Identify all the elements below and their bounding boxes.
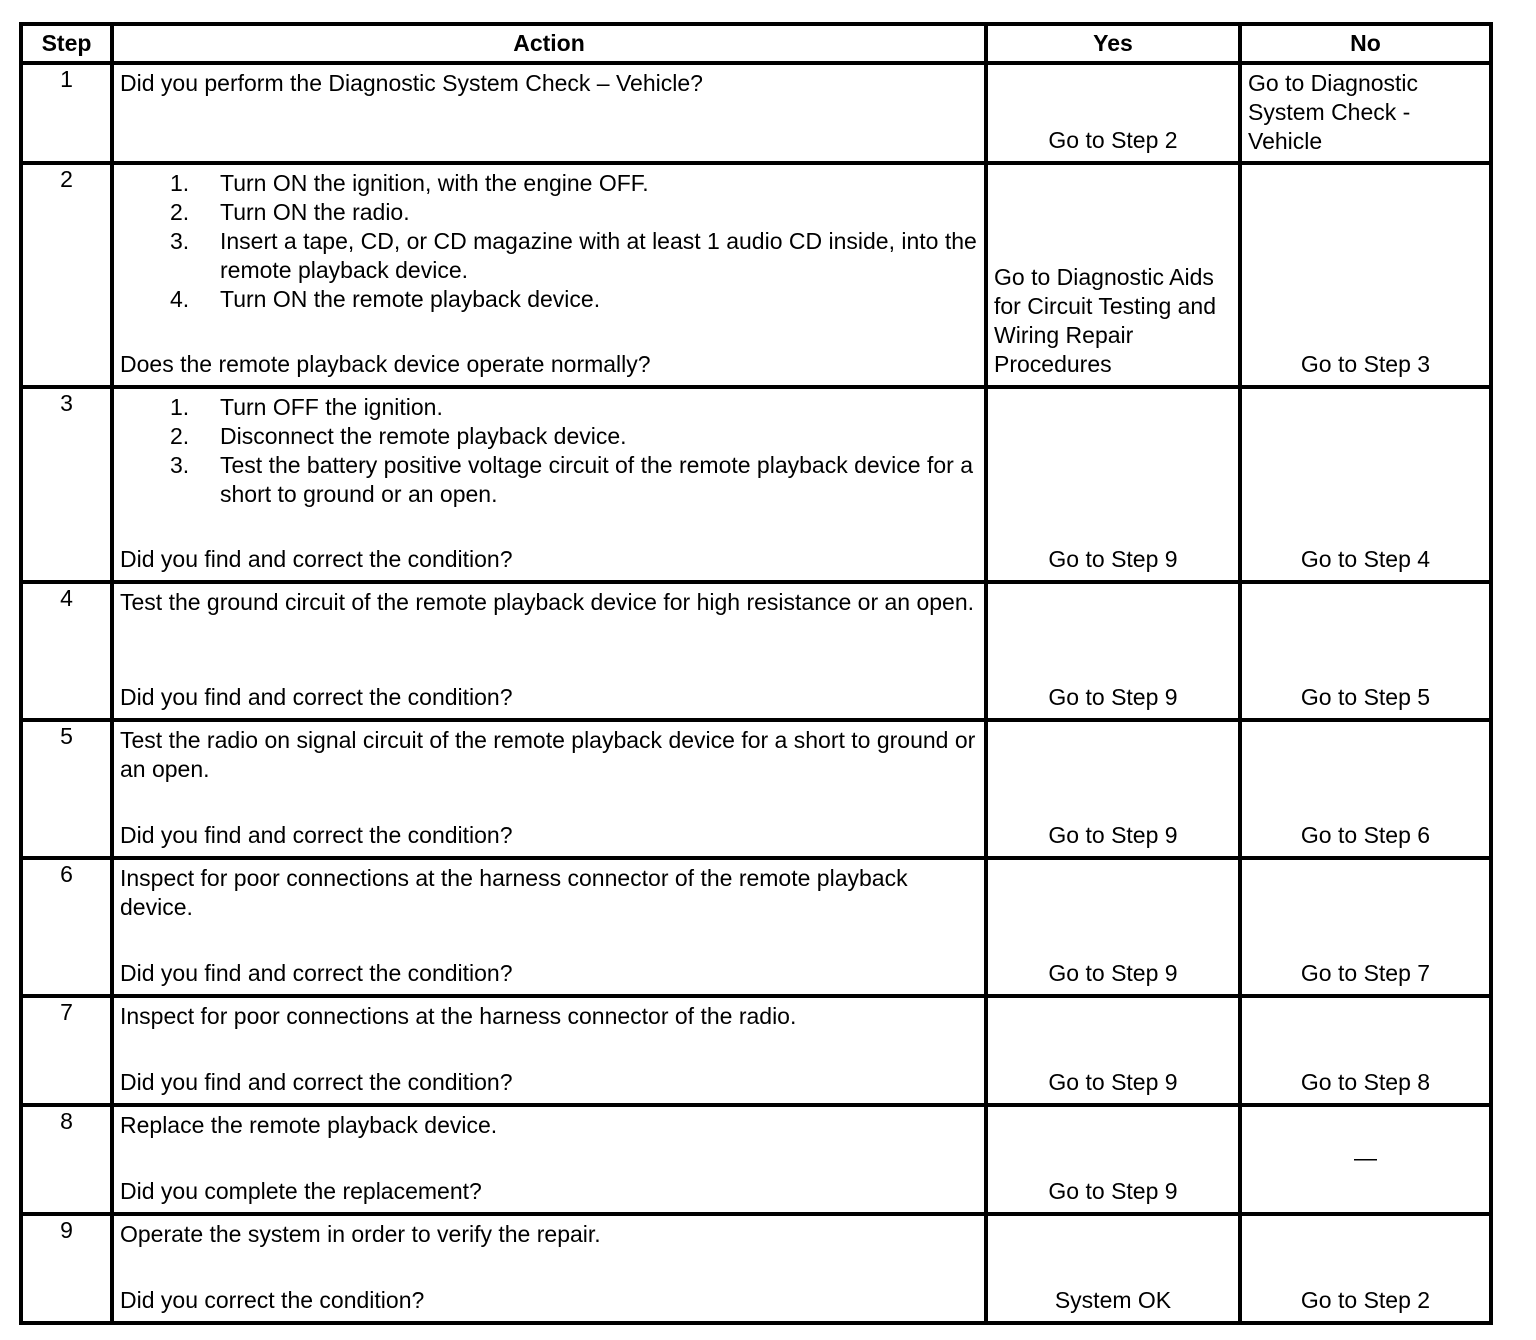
yes-cell [986,63,1240,163]
instruction-item: 3. Insert a tape, CD, or CD magazine with at least 1 audio CD inside, into the remote playback device. [170,228,977,283]
action-question: Did you correct the condition? [120,1287,425,1313]
table-header-row [21,24,1491,63]
yes-result: Go to Step 9 [1048,822,1178,848]
yes-cell [986,1214,1240,1323]
no-cell [1240,996,1491,1105]
no-result: Go to Diagnostic System Check - Vehicle [1248,70,1419,154]
instruction-item: 2. Turn ON the radio. [170,199,410,225]
header-no: No [1240,24,1491,63]
yes-cell [986,996,1240,1105]
no-result: Go to Step 6 [1300,822,1431,848]
table-row [21,720,1491,858]
instruction-item: 3. Test the battery positive voltage circuit of the remote playback device for a short to ground or an open. [170,452,973,507]
action-text: Did you perform the Diagnostic System Check – Vehicle? [120,70,703,96]
action-cell [112,996,986,1105]
no-cell [1240,858,1491,996]
no-result: Go to Step 2 [1300,1287,1431,1313]
diagnostic-table [19,22,1493,1325]
action-question: Did you find and correct the condition? [120,822,513,848]
yes-result: Go to Step 9 [1048,1178,1178,1204]
yes-cell [986,582,1240,720]
yes-cell [986,858,1240,996]
action-question: Did you find and correct the condition? [120,960,513,986]
no-result: Go to Step 7 [1300,960,1431,986]
no-cell [1240,387,1491,582]
instruction-item: 2. Disconnect the remote playback device. [170,423,627,449]
yes-result: Go to Step 2 [1048,127,1178,153]
action-question: Did you find and correct the condition? [120,1069,513,1095]
action-question: Did you find and correct the condition? [120,546,513,572]
action-cell [112,720,986,858]
action-text: Test the ground circuit of the remote playback device for high resistance or an open. [120,589,975,615]
action-cell [112,858,986,996]
action-cell [112,387,986,582]
instruction-item: 1. Turn OFF the ignition. [170,394,443,420]
instruction-item: 1. Turn ON the ignition, with the engine OFF. [170,170,649,196]
no-cell [1240,1214,1491,1323]
action-text: Operate the system in order to verify the repair. [120,1221,601,1247]
action-text: Inspect for poor connections at the harness connector of the remote playback device. [120,865,908,920]
no-result: Go to Step 3 [1300,351,1431,377]
step-number: 3 [21,387,112,582]
action-question: Does the remote playback device operate normally? [120,351,651,377]
table-row [21,858,1491,996]
table-row [21,996,1491,1105]
no-result: Go to Step 4 [1300,546,1431,572]
action-cell [112,163,986,387]
instruction-item: 4. Turn ON the remote playback device. [170,286,601,312]
yes-result: System OK [1054,1287,1172,1313]
step-number: 9 [21,1214,112,1323]
yes-cell [986,720,1240,858]
action-question: Did you find and correct the condition? [120,684,513,710]
yes-cell [986,1105,1240,1214]
header-action: Action [112,24,986,63]
yes-result: Go to Step 9 [1048,1069,1178,1095]
action-text: Replace the remote playback device. [120,1112,498,1138]
step-number: 4 [21,582,112,720]
table-row [21,1214,1491,1323]
action-question: Did you complete the replacement? [120,1178,482,1204]
yes-result: Go to Step 9 [1048,960,1178,986]
no-cell [1240,163,1491,387]
table-row [21,582,1491,720]
step-number: 6 [21,858,112,996]
no-cell [1240,1105,1491,1214]
header-yes: Yes [986,24,1240,63]
yes-result: Go to Step 9 [1048,684,1178,710]
table-row [21,63,1491,163]
no-cell [1240,582,1491,720]
action-cell [112,1105,986,1214]
step-number: 8 [21,1105,112,1214]
action-text: Test the radio on signal circuit of the remote playback device for a short to ground or an open. [120,727,976,782]
instruction-list [120,169,978,314]
no-result: — [1354,1144,1377,1171]
table-row [21,1105,1491,1214]
step-number: 1 [21,63,112,163]
yes-result: Go to Step 9 [1048,546,1178,572]
no-result: Go to Step 8 [1300,1069,1431,1095]
yes-result: Go to Diagnostic Aids for Circuit Testing and Wiring Repair Procedures [994,264,1217,377]
step-number: 5 [21,720,112,858]
header-step: Step [21,24,112,63]
yes-cell [986,163,1240,387]
no-cell [1240,63,1491,163]
action-text: Inspect for poor connections at the harness connector of the radio. [120,1003,797,1029]
step-number: 2 [21,163,112,387]
yes-cell [986,387,1240,582]
no-result: Go to Step 5 [1300,684,1431,710]
table-row [21,387,1491,582]
table-row [21,163,1491,387]
action-cell [112,1214,986,1323]
action-cell [112,63,986,163]
no-cell [1240,720,1491,858]
step-number: 7 [21,996,112,1105]
action-cell [112,582,986,720]
instruction-list [120,393,978,509]
